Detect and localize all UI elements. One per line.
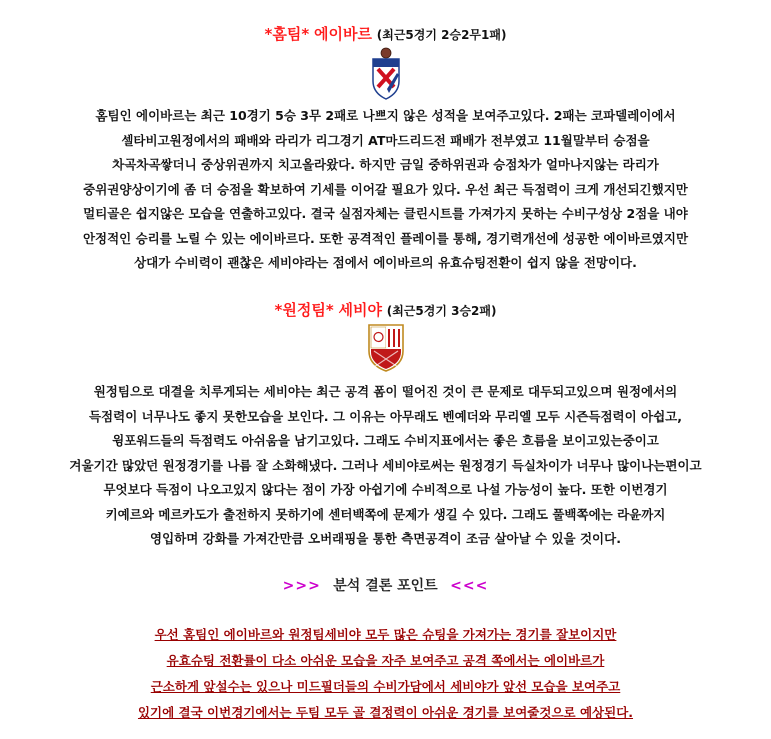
analysis-conclusion xyxy=(0,622,771,726)
home-line: 차곡차곡쌓더니 중상위권까지 치고올라왔다. 하지만 금일 중하위권과 승점차가 얼마나지않는 라리가 xyxy=(112,157,659,172)
sevilla-crest-icon xyxy=(366,321,406,373)
eibar-crest-icon xyxy=(369,47,403,101)
home-record: (최근5경기 2승2무1패) xyxy=(376,28,507,42)
away-line: 무엇보다 득점이 나오고있지 않다는 점이 가장 아쉽기에 수비적으로 나설 가능성이 높다. 또한 이번경기 xyxy=(103,482,668,497)
conclusion-line: 근소하게 앞설수는 있으나 미드필더들의 수비가담에서 세비야가 앞선 모습을 보여주고 xyxy=(150,679,621,694)
away-line: 윙포워드들의 득점력도 아쉬움을 남기고있다. 그래도 수비지표에서는 좋은 흐름을 보이고있는중이고 xyxy=(112,433,659,448)
away-line: 원정팀으로 대결을 치루게되는 세비야는 최근 공격 폼이 떨어진 것이 큰 문제로 대두되고있으며 원정에서의 xyxy=(93,384,678,399)
conclusion-line: 유효슈팅 전환률이 다소 아쉬운 모습을 자주 보여주고 공격 쪽에서는 에이바르가 xyxy=(166,653,605,668)
away-team-name: 세비야 xyxy=(338,301,382,319)
analysis-point-header xyxy=(0,576,771,596)
away-line: 득점력이 너무나도 좋지 못한모습을 보인다. 그 이유는 아무래도 벤예더와 무리엘 모두 시즌득점력이 아쉽고, xyxy=(88,408,683,424)
home-line: 안정적인 승리를 노릴 수 있는 에이바르다. 또한 공격적인 플레이를 통해, 경기력개선에 성공한 에이바르였지만 xyxy=(82,230,689,246)
home-line: 홈팀인 에이바르는 최근 10경기 5승 3무 2패로 나쁘지 않은 성적을 보여주고있다. 2패는 코파델레이에서 xyxy=(95,108,676,123)
home-team-name: 에이바르 xyxy=(314,25,372,43)
home-team-header xyxy=(0,24,771,45)
home-line: 멀티골은 쉽지않은 모습을 연출하고있다. 결국 실점자체는 클린시트를 가져가지 못하는 수비구성상 2점을 내야 xyxy=(83,206,688,221)
home-analysis-paragraph xyxy=(0,104,771,276)
away-line: 영입하며 강화를 가져간만큼 오버래핑을 통한 측면공격이 조금 살아날 수 있을 것이다. xyxy=(150,531,621,546)
arrows-left: >>> xyxy=(282,578,321,594)
home-line: 셀타비고원정에서의 패배와 라리가 리그경기 AT마드리드전 패배가 전부였고 11월말부터 승점을 xyxy=(121,132,650,148)
conclusion-line: 우선 홈팀인 에이바르와 원정팀세비야 모두 많은 슈팅을 가져가는 경기를 잘보이지만 xyxy=(154,627,617,642)
arrows-right: <<< xyxy=(450,578,489,594)
away-line: 겨울기간 많았던 원정경기를 나름 잘 소화해냈다. 그러나 세비야로써는 원정경기 득실차이가 너무나 많이나는편이고 xyxy=(69,457,702,473)
away-tag: *원정팀* xyxy=(274,301,334,319)
away-line: 키예르와 메르카도가 출전하지 못하기에 센터백쪽에 문제가 생길 수 있다. 그래도 풀백쪽에는 라윤까지 xyxy=(105,506,666,522)
away-analysis-paragraph xyxy=(0,380,771,552)
home-line: 상대가 수비력이 괜찮은 세비야라는 점에서 에이바르의 유효슈팅전환이 쉽지 않을 전망이다. xyxy=(134,255,637,270)
home-line: 중위권양상이기에 좀 더 승점을 확보하여 기세를 이어갈 필요가 있다. 우선 최근 득점력이 크게 개선되긴했지만 xyxy=(83,181,688,197)
away-record: (최근5경기 3승2패) xyxy=(386,304,497,318)
analysis-title: 분석 결론 포인트 xyxy=(333,578,438,594)
conclusion-line: 있기에 결국 이번경기에서는 두팀 모두 골 결정력이 아쉬운 경기를 보여줄것으로 예상된다. xyxy=(137,705,634,720)
home-tag: *홈팀* xyxy=(264,25,310,43)
away-team-header xyxy=(0,300,771,321)
